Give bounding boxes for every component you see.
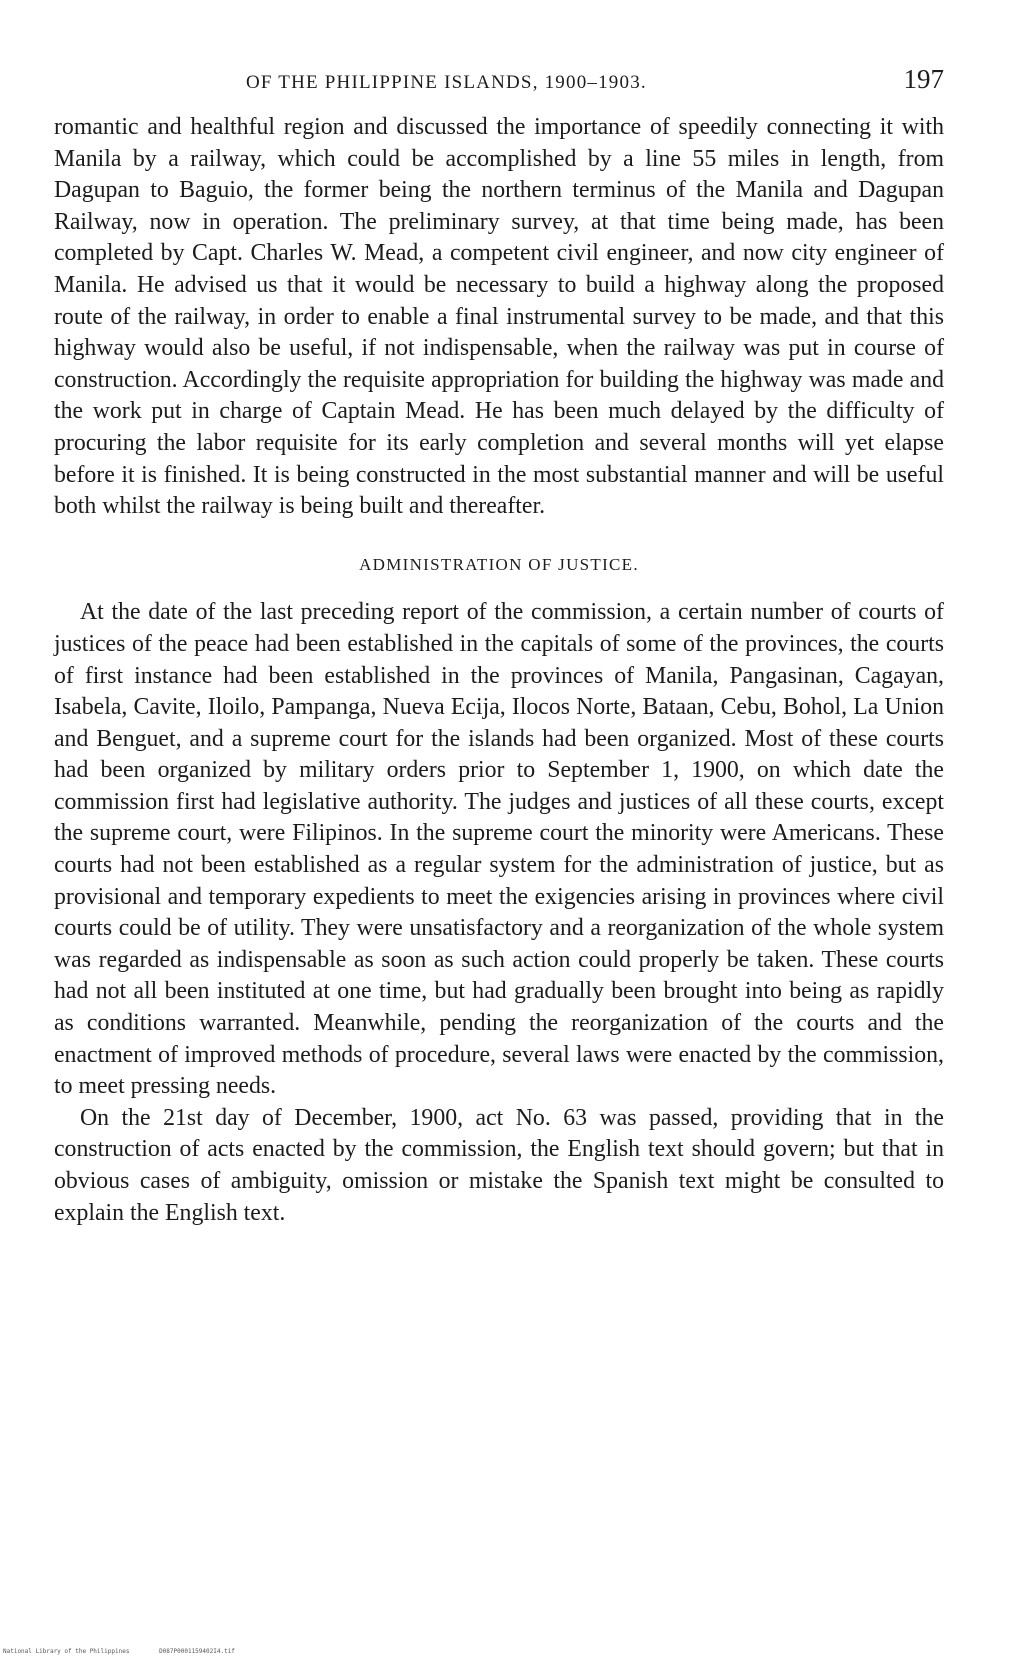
footer-file-id: D087P0001159402I4.tif: [159, 1648, 235, 1655]
running-title: OF THE PHILIPPINE ISLANDS, 1900–1903.: [246, 72, 647, 93]
paragraph-courts: At the date of the last preceding report of the commission, a certain number of courts of justices of the peace had been established in the capitals of some of the provinces, the courts of first instance had been established in the provinces of Manila, Pangasinan, Cagayan, Isabela, Cavite, Iloilo, Pampanga, Nueva Ecija, Ilocos Norte, Bataan, Cebu, Bohol, La Union and Benguet, and a supreme court for the islands had been organized. Most of these courts had been organized by military orders prior to September 1, 1900, on which date the commission first had legislative authority. The judges and justices of all these courts, except the supreme court, were Filipinos. In the supreme court the minority were Americans. These courts had not been established as a regular system for the administration of justice, but as provisional and temporary expedients to meet the exigencies arising in provinces where civil courts could be of utility. They were unsatisfactory and a reorganization of the whole system was regarded as indispensable as soon as such action could properly be taken. These courts had not all been instituted at one time, but had gradually been brought into being as rapidly as conditions warranted. Meanwhile, pending the reorganization of the courts and the enactment of improved methods of procedure, several laws were enacted by the commission, to meet pressing needs.: [54, 599, 944, 1100]
footer-library: National Library of the Philippines: [3, 1648, 130, 1655]
paragraph-act-63: On the 21st day of December, 1900, act No. 63 was passed, providing that in the construction of acts enacted by the commission, the English text should govern; but that in obvious cases of ambiguity, omission or mistake the Spanish text might be consulted to explain the English text.: [54, 1104, 944, 1226]
section-heading: ADMINISTRATION OF JUSTICE.: [359, 554, 639, 574]
body-text: [54, 112, 944, 1229]
scanned-page: [54, 0, 944, 1658]
page-number: 197: [903, 64, 944, 94]
paragraph-continued: romantic and healthful region and discussed the importance of speedily connecting it with Manila by a railway, which could be accomplished by a line 55 miles in length, from Dagupan to Baguio, the former being the northern terminus of the Manila and Dagupan Railway, now in operation. The preliminary survey, at that time being made, has been completed by Capt. Charles W. Mead, a competent civil engineer, and now city engineer of Manila. He advised us that it would be necessary to build a highway along the proposed route of the railway, in order to enable a final instrumental survey to be made, and that this highway would also be useful, if not indispensable, when the railway was put in course of construction. Accordingly the requisite appropriation for building the highway was made and the work put in charge of Captain Mead. He has been much delayed by the difficulty of procuring the labor requisite for its early completion and several months will yet elapse before it is finished. It is being constructed in the most substantial manner and will be useful both whilst the railway is being built and thereafter.: [54, 114, 944, 520]
running-head: [54, 64, 944, 104]
scan-footer: [3, 1648, 235, 1655]
